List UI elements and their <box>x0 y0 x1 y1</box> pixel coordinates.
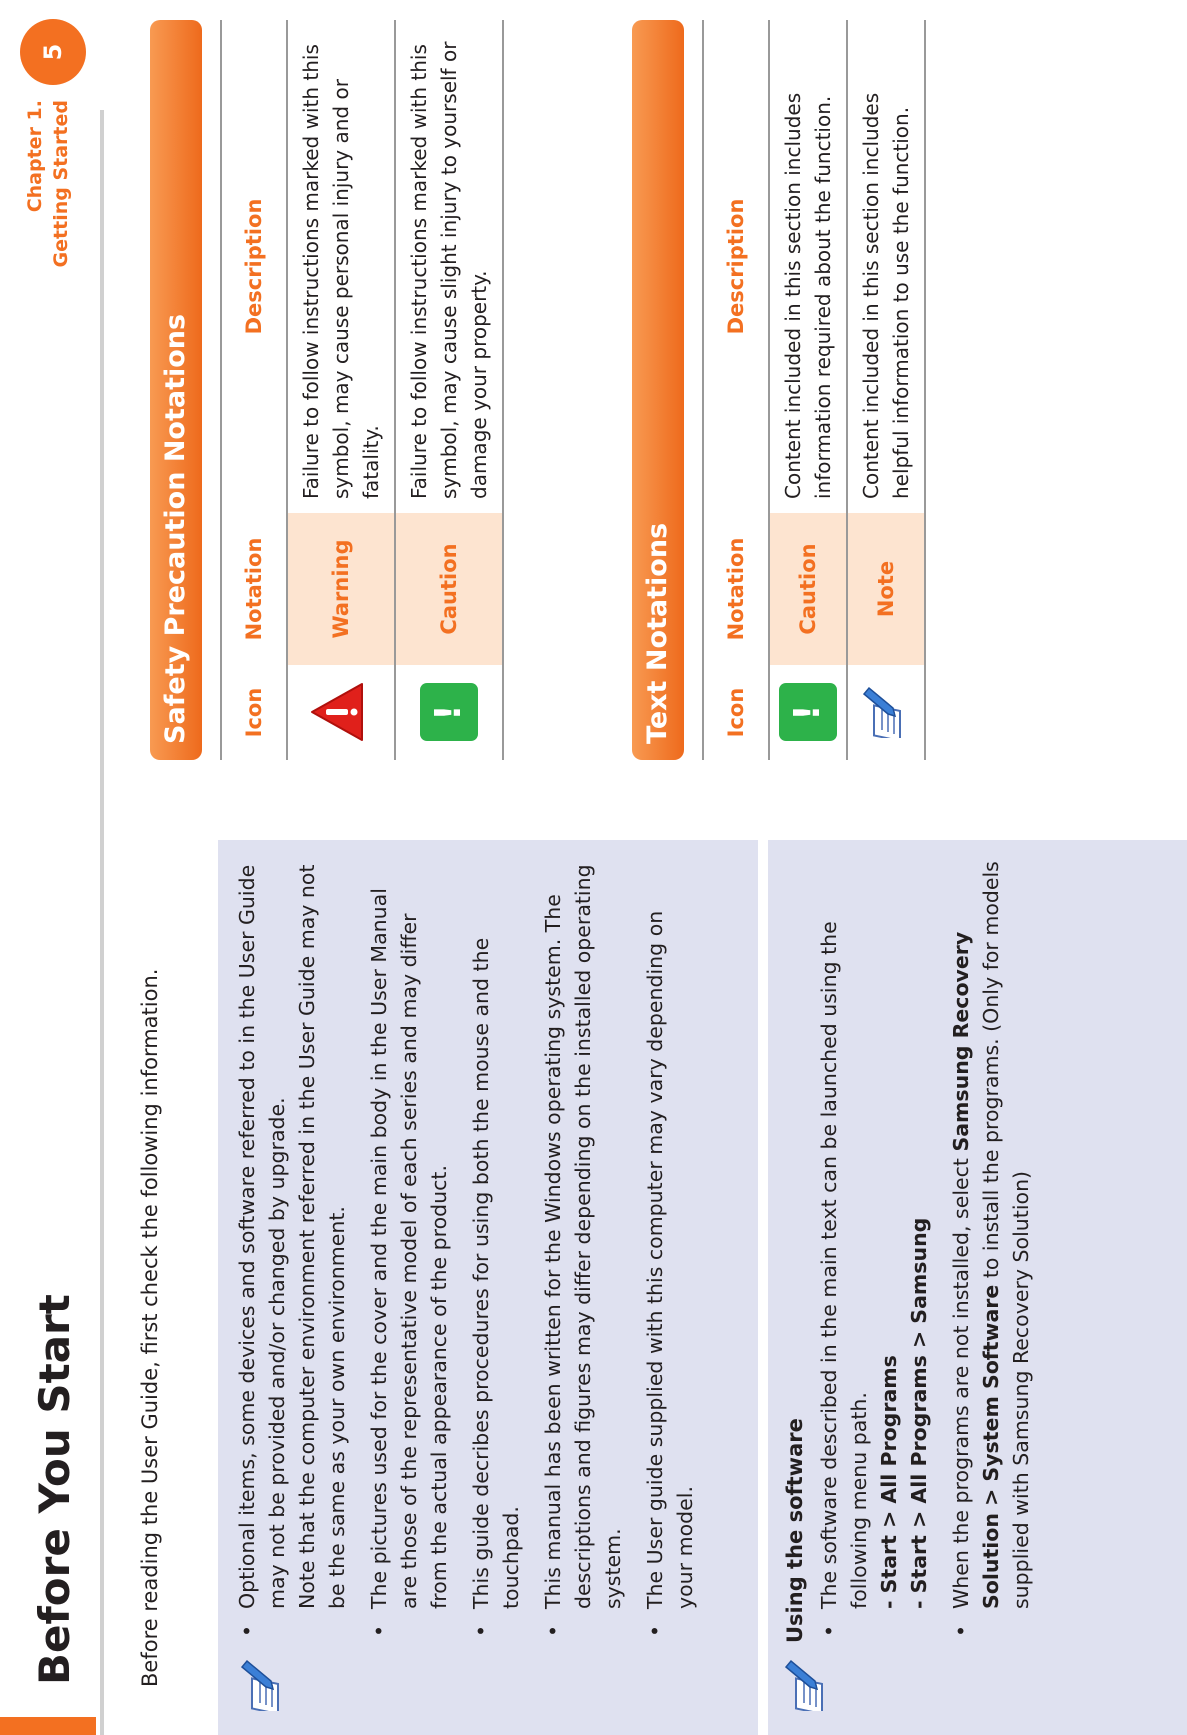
table-row <box>769 20 847 760</box>
intro-text: Before reading the User Guide, first check the following information. <box>138 968 162 1687</box>
notation-label: Caution <box>395 513 503 665</box>
software-heading: Using the software <box>783 1418 807 1643</box>
note-pencil-icon <box>780 1659 828 1711</box>
note-item: • This guide decribes procedures for using both the mouse and the touchpad. <box>466 860 526 1643</box>
header-accent-bar <box>0 1717 96 1735</box>
caution-exclamation-icon: ! <box>779 684 837 742</box>
chapter-name: Getting Started <box>50 100 72 268</box>
column-header: Description <box>221 20 287 513</box>
safety-notations-table <box>220 20 504 760</box>
table-header-row <box>221 20 287 760</box>
notation-label: Caution <box>769 513 847 665</box>
note-box-software <box>768 840 1187 1735</box>
note-item: • This manual has been written for the Windows operating system. The descriptions and figures may differ depending on the installed operating system. <box>538 860 628 1643</box>
notation-label: Warning <box>287 513 395 665</box>
menu-path: Samsung Recovery Solution > System Software <box>949 931 1003 1609</box>
column-header: Icon <box>703 665 769 760</box>
notation-description: Content included in this section includes information required about the function. <box>769 20 847 513</box>
notation-description: Content included in this section includes helpful information to use the function. <box>847 20 925 513</box>
note-box-general <box>218 840 758 1735</box>
menu-path: - Start > All Programs > Samsung <box>907 1217 931 1609</box>
chapter-label <box>22 100 74 267</box>
text-notations-title: Text Notations <box>632 20 684 760</box>
text-notations-table <box>702 20 926 760</box>
column-header: Icon <box>221 665 287 760</box>
table-row <box>847 20 925 760</box>
chapter-number: Chapter 1. <box>24 100 46 213</box>
menu-path: - Start > All Programs <box>877 1355 901 1609</box>
column-header: Description <box>703 20 769 513</box>
table-row <box>395 20 503 760</box>
page-title: Before You Start <box>30 1294 79 1685</box>
page-number-badge: 5 <box>20 19 86 85</box>
notation-description: Failure to follow instructions marked with this symbol, may cause personal injury and or fatality. <box>287 20 395 513</box>
note-pencil-icon <box>858 687 906 739</box>
column-header: Notation <box>221 513 287 665</box>
note-item: • The pictures used for the cover and the main body in the User Manual are those of the representative model of each series and may differ from the actual appearance of the product. <box>364 860 454 1643</box>
note-item: • When the programs are not installed, select Samsung Recovery Solution > System Software to install the programs. (Only for models supplied with Samsung Recovery Solution) <box>946 860 1036 1643</box>
note-item: • Optional items, some devices and software referred to in the User Guide may not be provided and/or changed by upgrade. Note that the computer environment referred in the User Guide may not be the same as your own environment. <box>232 860 352 1643</box>
caution-exclamation-icon: ! <box>420 684 478 742</box>
note-item: • The software described in the main text can be launched using the following menu path. - Start > All Programs - Start > All Programs > Samsung <box>814 860 934 1643</box>
note-item: • The User guide supplied with this computer may vary depending on your model. <box>640 860 700 1643</box>
notation-description: Failure to follow instructions marked with this symbol, may cause slight injury to yourself or damage your property. <box>395 20 503 513</box>
notation-label: Note <box>847 513 925 665</box>
note-pencil-icon <box>236 1659 284 1711</box>
column-header: Notation <box>703 513 769 665</box>
header-divider <box>100 110 104 1735</box>
table-row <box>287 20 395 760</box>
safety-section-title: Safety Precaution Notations <box>150 20 202 760</box>
table-header-row <box>703 20 769 760</box>
warning-triangle-icon <box>309 682 365 744</box>
